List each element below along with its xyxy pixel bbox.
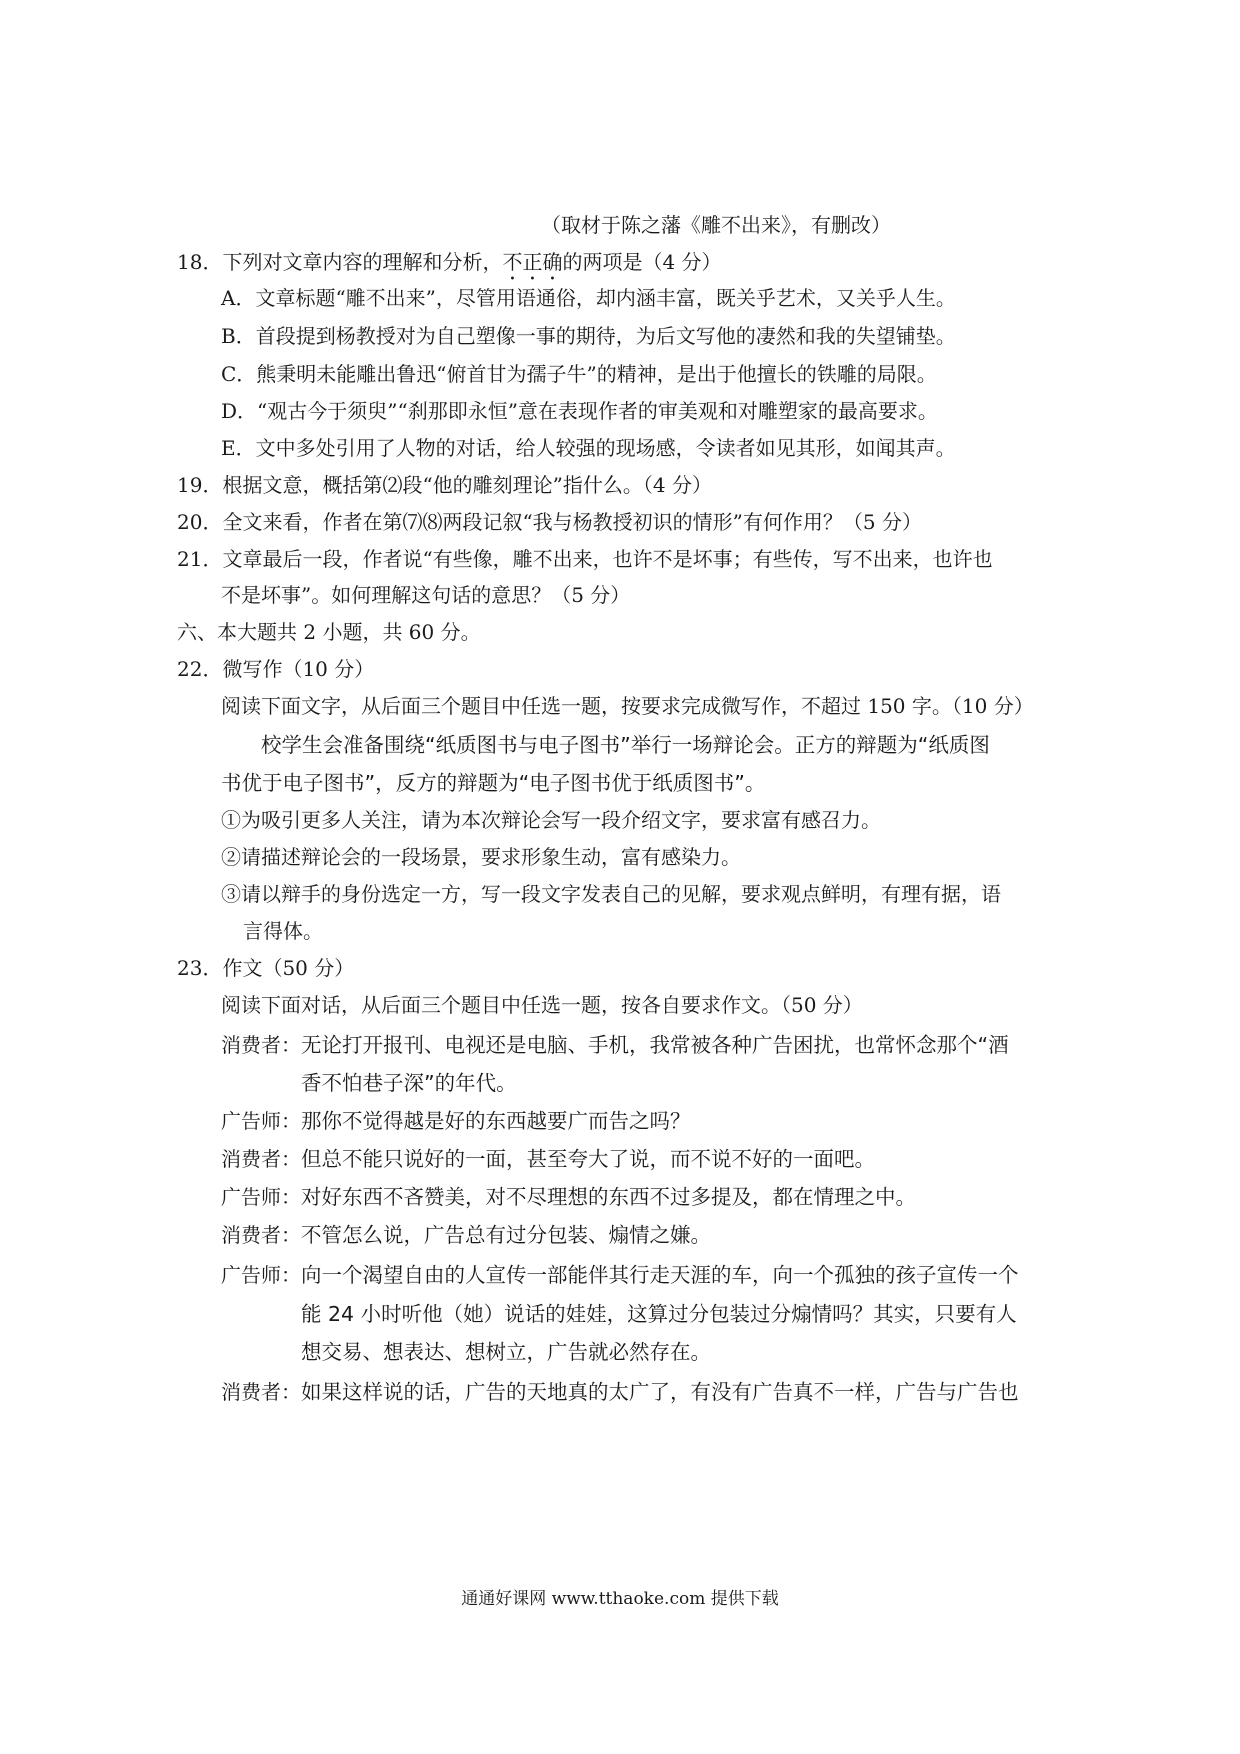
question-23-title: 23．作文（50 分） (177, 956, 355, 980)
question-19: 19．根据文意，概括第⑵段“他的雕刻理论”指什么。（4 分） (177, 473, 712, 497)
dialogue-speaker: 消费者： (221, 1033, 301, 1057)
question-18-option-a: A．文章标题“雕不出来”，尽管用语通俗，却内涵丰富，既关乎艺术，又关乎人生。 (221, 286, 956, 310)
dialogue-speaker: 消费者： (221, 1223, 301, 1247)
dialogue-line: 香不怕巷子深”的年代。 (301, 1071, 517, 1095)
question-22-option-3-line-2: 言得体。 (243, 919, 323, 943)
question-22-title: 22．微写作（10 分） (177, 657, 375, 681)
question-18-option-b: B．首段提到杨教授对为自己塑像一事的期待，为后文写他的凄然和我的失望铺垫。 (221, 324, 956, 348)
section-6-heading: 六、本大题共 2 小题，共 60 分。 (177, 620, 481, 644)
question-18-suffix: 的两项是（4 分） (562, 250, 722, 274)
dialogue-line: 但总不能只说好的一面，甚至夸大了说，而不说不好的一面吧。 (301, 1147, 875, 1171)
question-22-option-1: ①为吸引更多人关注，请为本次辩论会写一段介绍文字，要求富有感召力。 (221, 808, 881, 832)
source-note: （取材于陈之藩《雕不出来》，有删改） (541, 213, 891, 237)
question-22-material-line-2: 书优于电子图书”，反方的辩题为“电子图书优于纸质图书”。 (221, 771, 766, 795)
question-22-material-line-1: 校学生会准备围绕“纸质图书与电子图书”举行一场辩论会。正方的辩题为“纸质图 (261, 733, 990, 757)
dialogue-speaker: 消费者： (221, 1380, 301, 1404)
question-20: 20．全文来看，作者在第⑺⑻两段记叙“我与杨教授初识的情形”有何作用？（5 分） (177, 510, 922, 534)
question-23-instruction: 阅读下面对话，从后面三个题目中任选一题，按各自要求作文。（50 分） (221, 993, 863, 1017)
question-21-line-2: 不是坏事”。如何理解这句话的意思？（5 分） (221, 583, 631, 607)
question-22-instruction: 阅读下面文字，从后面三个题目中任选一题，按要求完成微写作，不超过 150 字。（10 分） (221, 694, 1034, 718)
question-21-line-1: 21．文章最后一段，作者说“有些像，雕不出来，也许不是坏事；有些传，写不出来，也许也 (177, 547, 993, 571)
page-footer: 通通好课网 www.tthaoke.com 提供下载 (461, 1589, 779, 1609)
dialogue-line: 无论打开报刊、电视还是电脑、手机，我常被各种广告困扰，也常怀念那个“酒 (301, 1033, 1009, 1057)
dialogue-line: 向一个渴望自由的人宣传一部能伴其行走天涯的车，向一个孤独的孩子宣传一个 (301, 1263, 1019, 1287)
question-18-prefix: 18．下列对文章内容的理解和分析， (177, 250, 503, 274)
dialogue-line: 对好东西不吝赞美，对不尽理想的东西不过多提及，都在情理之中。 (301, 1185, 916, 1209)
question-18-option-c: C．熊秉明未能雕出鲁迅“俯首甘为孺子牛”的精神，是出于他擅长的铁雕的局限。 (221, 362, 937, 386)
dialogue-line: 能 24 小时听他（她）说话的娃娃，这算过分包装过分煽情吗？其实，只要有人 (301, 1302, 1017, 1326)
dialogue-line: 那你不觉得越是好的东西越要广而告之吗？ (301, 1109, 691, 1133)
question-18-option-d: D．“观古今于须臾”“刹那即永恒”意在表现作者的审美观和对雕塑家的最高要求。 (221, 399, 938, 423)
question-22-option-2: ②请描述辩论会的一段场景，要求形象生动，富有感染力。 (221, 845, 741, 869)
dialogue-line: 想交易、想表达、想树立，广告就必然存在。 (301, 1340, 711, 1364)
dialogue-speaker: 广告师： (221, 1263, 301, 1287)
question-22-option-3-line-1: ③请以辩手的身份选定一方，写一段文字发表自己的见解，要求观点鲜明，有理有据，语 (221, 882, 1001, 906)
question-18-option-e: E．文中多处引用了人物的对话，给人较强的现场感，令读者如见其形，如闻其声。 (221, 436, 956, 460)
question-18-stem (177, 248, 722, 285)
dialogue-speaker: 消费者： (221, 1147, 301, 1171)
question-18-emphasis: 不正确 (502, 250, 563, 274)
dialogue-line: 不管怎么说，广告总有过分包装、煽情之嫌。 (301, 1223, 711, 1247)
dialogue-speaker: 广告师： (221, 1185, 301, 1209)
dialogue-speaker: 广告师： (221, 1109, 301, 1133)
dialogue-line: 如果这样说的话，广告的天地真的太广了，有没有广告真不一样，广告与广告也 (301, 1380, 1019, 1404)
